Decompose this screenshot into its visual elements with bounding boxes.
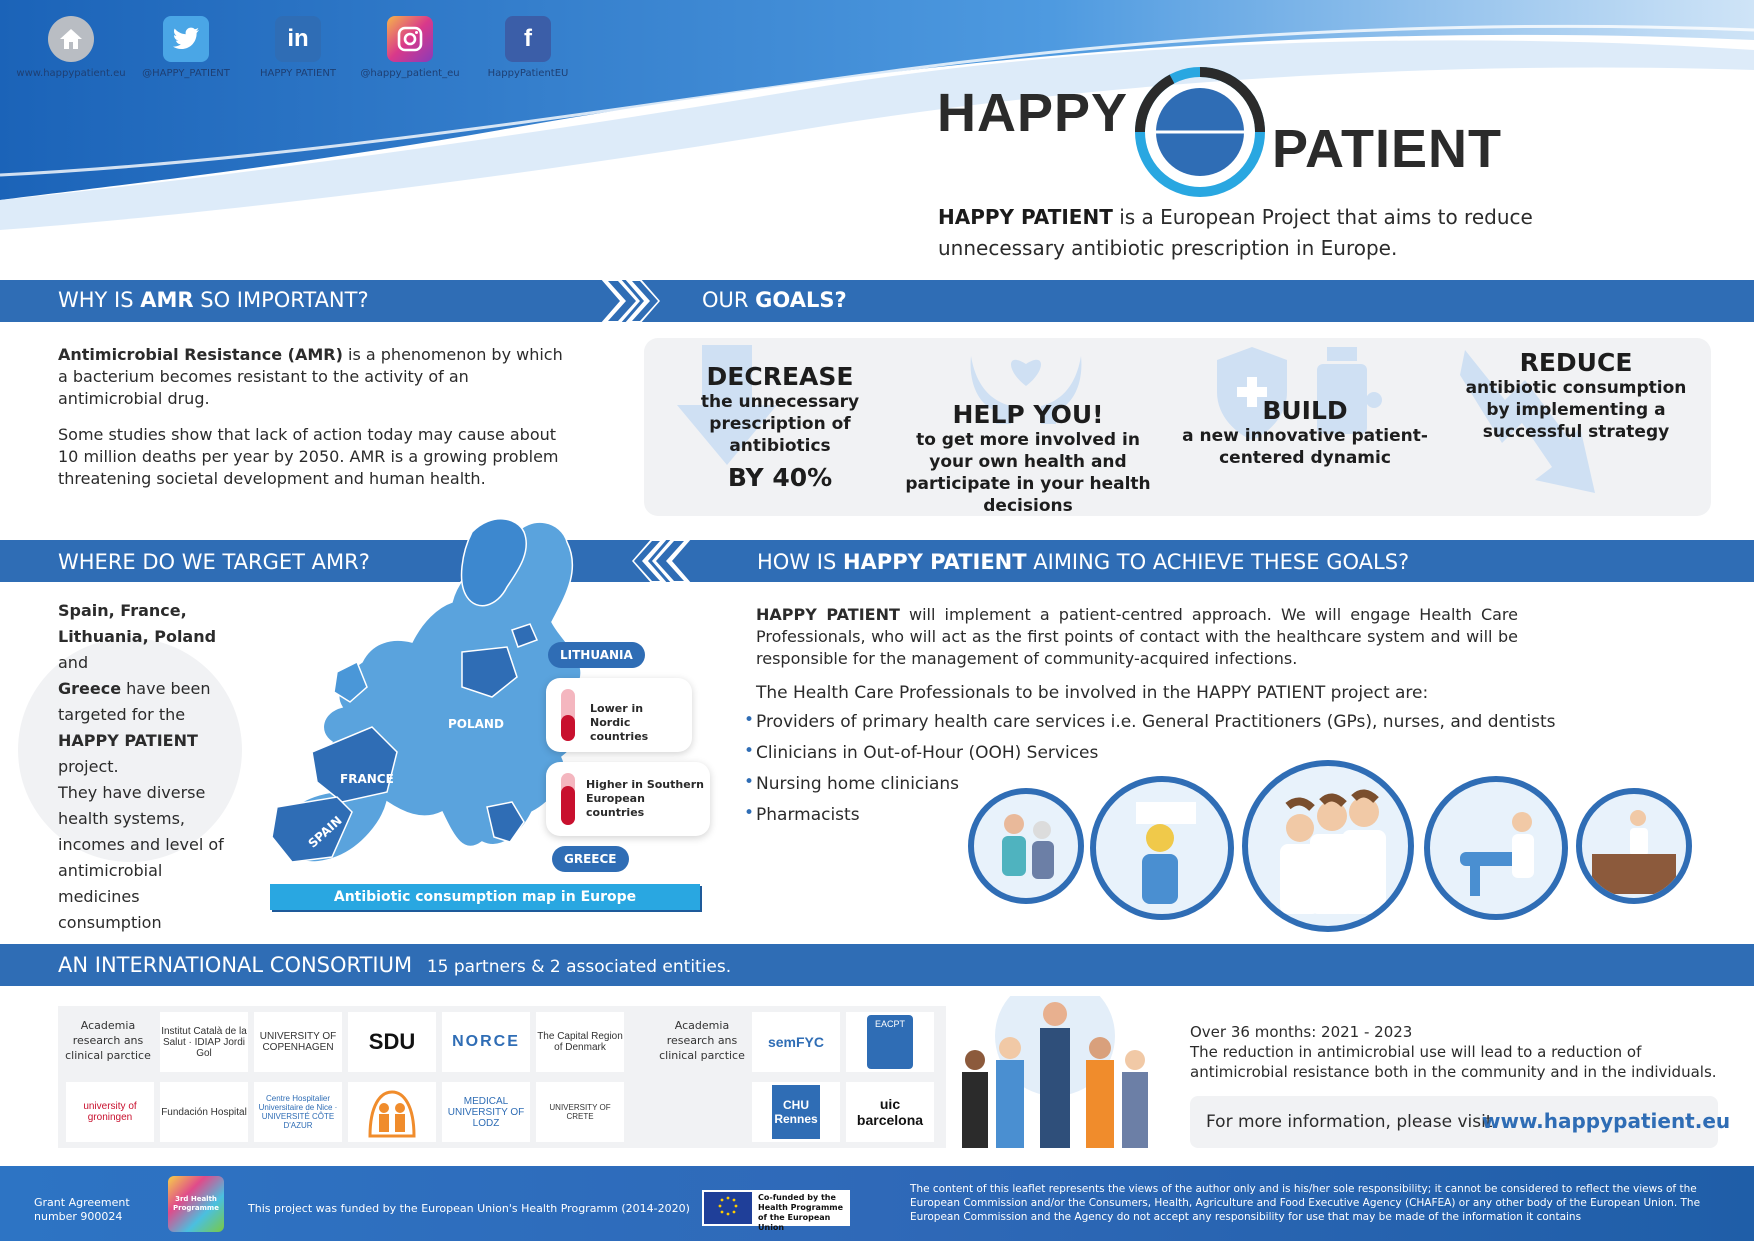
target-c4b: project.: [58, 757, 119, 776]
goal-reduce-text: antibiotic consumption by implementing a successful strategy: [1465, 378, 1687, 442]
map-caption: Antibiotic consumption map in Europe: [270, 884, 700, 910]
social-facebook[interactable]: [473, 16, 583, 79]
amr-p1-text: is a phenomenon by which a bacterium becomes resistant to the activity of an antimicrobial drug.: [58, 345, 563, 408]
logo-norce: NORCE: [442, 1012, 530, 1072]
map-label-lithuania: LITHUANIA: [548, 642, 645, 668]
how-title-bold: HAPPY PATIENT: [842, 550, 1027, 574]
linkedin-icon: in: [275, 16, 321, 62]
map-label-poland: POLAND: [448, 717, 504, 731]
amr-title-bold: AMR: [140, 288, 194, 312]
how-title-pre: HOW IS: [757, 550, 843, 574]
social-home-label: www.happypatient.eu: [16, 68, 126, 79]
amr-p1-bold: Antimicrobial Resistance (AMR): [58, 345, 343, 364]
illustration-pharmacist: [1576, 788, 1692, 904]
how-paragraph-1: [756, 604, 1518, 670]
health-programme-logo: 3rd Health Programme: [168, 1176, 224, 1232]
logo-ics-idiap: Institut Català de la Salut · IDIAP Jordi Gol: [160, 1012, 248, 1072]
logo-semfyc: semFYC: [752, 1012, 840, 1072]
academia-label-2: Academia research ans clinical parctice: [659, 1019, 745, 1062]
target-c3: Greece: [58, 679, 122, 698]
logo-family-association: [348, 1082, 436, 1142]
target-c1: Spain, France,: [58, 601, 187, 620]
logo-lodz: MEDICAL UNIVERSITY OF LODZ: [442, 1082, 530, 1142]
how-p1-text: will implement a patient-centred approach. We will engage Health Care Professionals, who will act as the first points of contact with the healthcare system and will be responsible for the management of community-acquired infections.: [756, 605, 1518, 668]
how-section-title: [757, 550, 1409, 574]
home-icon: [48, 16, 94, 62]
project-duration: Over 36 months: 2021 - 2023: [1190, 1023, 1413, 1041]
people-crowd-illustration: [950, 996, 1160, 1148]
map-label-spain: SPAIN: [305, 813, 345, 851]
logo-eacpt: [846, 1012, 934, 1072]
capsule-light-icon: [560, 688, 576, 742]
logo-sdu: SDU: [348, 1012, 436, 1072]
logo-copenhagen: UNIVERSITY OF COPENHAGEN: [254, 1012, 342, 1072]
target-section-title: WHERE DO WE TARGET AMR?: [58, 550, 370, 574]
chevron-right-icon: [600, 278, 680, 324]
consortium-subtitle: 15 partners & 2 associated entities.: [426, 957, 732, 977]
goal-reduce-title: REDUCE: [1519, 348, 1633, 377]
project-intro: [938, 202, 1578, 264]
logo-fundacion: Fundación Hospital: [160, 1082, 248, 1142]
consortium-section-title: [58, 953, 731, 977]
goal-help: [898, 400, 1158, 517]
website-link[interactable]: www.happypatient.eu: [1482, 1109, 1731, 1133]
target-c2: Lithuania, Poland: [58, 627, 217, 646]
social-instagram[interactable]: [355, 16, 465, 79]
target-rest: They have diverse health systems, incomes and level of antimicrobial medicines consumption: [58, 783, 224, 932]
logo-groningen: university of groningen: [66, 1082, 154, 1142]
how-p1-bold: HAPPY PATIENT: [756, 605, 900, 624]
amr-section-title: [58, 288, 369, 312]
goal-decrease-amount: BY 40%: [727, 463, 833, 492]
consortium-title: AN INTERNATIONAL CONSORTIUM: [58, 953, 413, 977]
disclaimer: The content of this leaflet represents the views of the author only and is his/her sole responsibility; it cannot be considered to reflect the views of the European Commission and/or the Consumers, Health, Agriculture and Food Executive Agency (CHAFEA) or any other body of the European Union. The European Commission and the Agency do not accept any responsibility for use that may be made of the information it contains: [910, 1183, 1701, 1223]
hcp-bullet-2: • Clinicians in Out-of-Hour (OOH) Services: [756, 743, 1098, 763]
goal-decrease: [690, 362, 870, 492]
goal-build-title: BUILD: [1262, 396, 1348, 425]
more-info-text: For more information, please visit: [1206, 1112, 1493, 1132]
target-description: [58, 598, 248, 936]
amr-title-post: SO IMPORTANT?: [193, 288, 369, 312]
eu-cofunded-text: Co-funded by the Health Programme of the European Union: [758, 1193, 844, 1232]
goal-reduce: [1464, 348, 1688, 443]
grant-agreement: Grant Agreement number 900024: [34, 1196, 130, 1223]
target-c4: HAPPY PATIENT: [58, 731, 198, 750]
logo-capital-region: The Capital Region of Denmark: [536, 1012, 624, 1072]
instagram-icon: [387, 16, 433, 62]
social-twitter[interactable]: [131, 16, 241, 79]
how-title-post: AIMING TO ACHIEVE THESE GOALS?: [1026, 550, 1410, 574]
brand-word-patient: PATIENT: [1272, 119, 1502, 179]
illustration-nurse: [1090, 776, 1234, 920]
funding-statement: This project was funded by the European Union's Health Programm (2014-2020): [248, 1202, 690, 1215]
legend-high: [546, 762, 710, 836]
logo-crete: UNIVERSITY OF CRETE: [536, 1082, 624, 1142]
goal-build-text: a new innovative patient-centered dynamic: [1182, 426, 1428, 468]
facebook-icon: f: [505, 16, 551, 62]
target-c3b: have been targeted for the: [58, 679, 211, 724]
hcp-bullet-3: • Nursing home clinicians: [756, 774, 959, 794]
more-info-box: [1190, 1096, 1731, 1148]
goal-help-title: HELP YOU!: [952, 400, 1104, 429]
hcp-bullet-4: • Pharmacists: [756, 805, 860, 825]
social-linkedin[interactable]: [243, 16, 353, 79]
intro-text: is a European Project that aims to reduce unnecessary antibiotic prescription in Europe.: [938, 205, 1533, 260]
hcp-bullet-1: • Providers of primary health care services i.e. General Practitioners (GPs), nurses, and dentists: [756, 712, 1556, 732]
illustration-doctors: [1242, 760, 1414, 932]
map-label-france: FRANCE: [340, 772, 394, 786]
amr-paragraph-2: Some studies show that lack of action today may cause about 10 million deaths per year by 2050. AMR is a growing problem threatening societal development and human health.: [58, 425, 559, 488]
illustration-elderly-care: [968, 788, 1084, 904]
goal-decrease-text: the unnecessary prescription of antibiotics: [700, 392, 860, 456]
social-twitter-label: @HAPPY_PATIENT: [142, 68, 230, 79]
amr-paragraph-1: [58, 344, 568, 410]
social-instagram-label: @happy_patient_eu: [360, 68, 460, 79]
goals-section-title: [702, 288, 847, 312]
legend-low: [546, 678, 692, 752]
goal-decrease-title: DECREASE: [706, 362, 854, 391]
reduction-statement: The reduction in antimicrobial use will lead to a reduction of antimicrobial resistance both in the community and in the individuals.: [1190, 1043, 1717, 1081]
social-home[interactable]: [16, 16, 126, 79]
legend-low-text: Lower in Nordic countries: [590, 702, 649, 743]
goals-title-bold: GOALS?: [755, 288, 847, 312]
amr-title-pre: WHY IS: [58, 288, 141, 312]
how-paragraph-2: The Health Care Professionals to be involved in the HAPPY PATIENT project are:: [756, 683, 1429, 703]
logo-uic: uic barcelona: [846, 1082, 934, 1142]
capsule-dark-icon: [560, 772, 576, 826]
illustration-dentist: [1424, 776, 1568, 920]
goal-help-text: to get more involved in your own health and participate in your health decisions: [905, 430, 1151, 516]
logo-chu-rennes: [752, 1082, 840, 1142]
logo-eacpt-text: EACPT: [867, 1015, 913, 1069]
goal-build: [1182, 396, 1428, 469]
legend-high-text: Higher in Southern European countries: [586, 778, 704, 819]
goals-title-pre: OUR: [702, 288, 756, 312]
social-linkedin-label: HAPPY PATIENT: [260, 68, 336, 79]
map-label-greece: GREECE: [552, 846, 629, 872]
target-c2b: and: [58, 653, 89, 672]
social-facebook-label: HappyPatientEU: [487, 68, 569, 79]
footer: [0, 1166, 1754, 1241]
brand-word-happy: HAPPY: [937, 83, 1129, 143]
intro-bold: HAPPY PATIENT: [938, 205, 1113, 229]
brand-logo-icon: [1132, 64, 1268, 200]
twitter-icon: [163, 16, 209, 62]
logo-chu-nice: Centre Hospitalier Universitaire de Nice · UNIVERSITÉ CÔTE D'AZUR: [254, 1082, 342, 1142]
academia-label-1: Academia research ans clinical parctice: [65, 1019, 151, 1062]
eu-flag-icon: [704, 1192, 752, 1224]
logo-chu-rennes-text: CHU Rennes: [772, 1085, 820, 1139]
family-icon: [364, 1086, 420, 1138]
eu-cofunded-badge: [702, 1190, 850, 1232]
